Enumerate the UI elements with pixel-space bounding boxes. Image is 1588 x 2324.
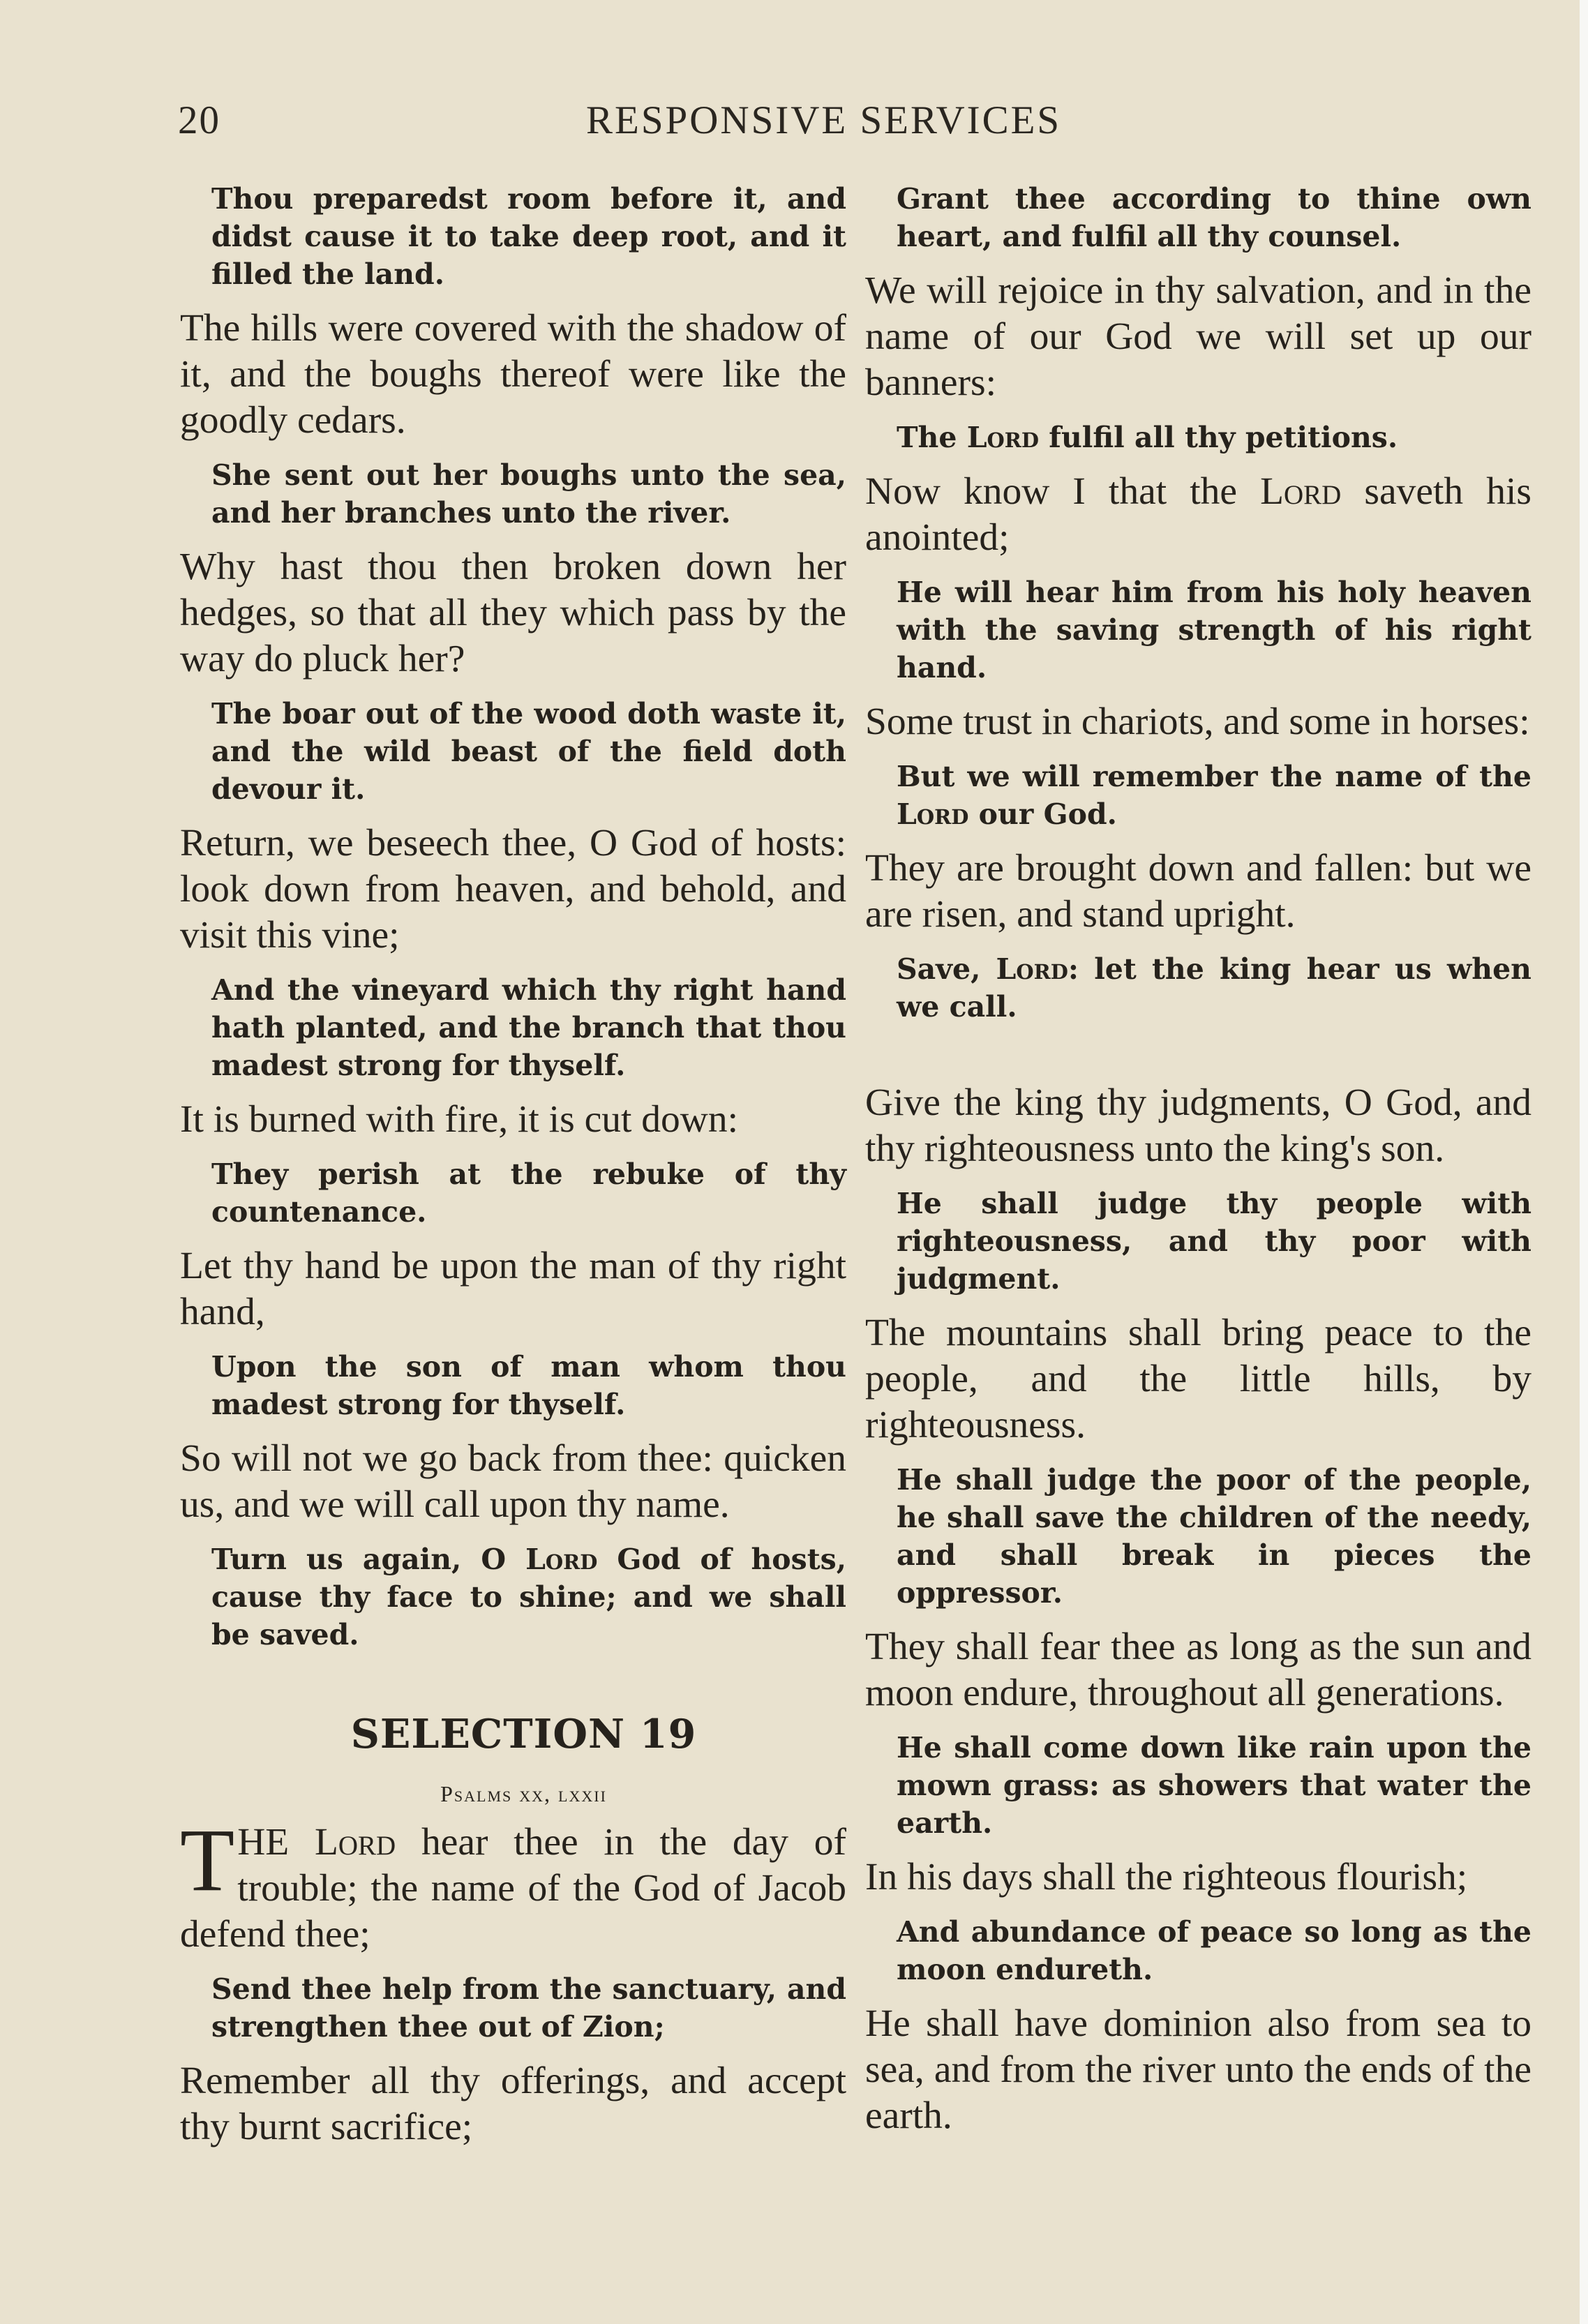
verse-text: HE bbox=[237, 1821, 315, 1864]
divine-name: Lord bbox=[1260, 470, 1342, 513]
response-verse: And abundance of peace so long as the moon endureth. bbox=[897, 1915, 1531, 1986]
divine-name: Lord bbox=[314, 1821, 396, 1864]
left-column bbox=[180, 180, 846, 2163]
verse-text: The bbox=[897, 421, 967, 454]
leader-verse: Remember all thy offerings, and accept thy burnt sacrifice; bbox=[180, 2060, 846, 2148]
response-verse bbox=[865, 758, 1531, 833]
response-verse bbox=[180, 1540, 846, 1654]
verse-text: our God. bbox=[968, 797, 1117, 831]
verse-text: God of hosts, cause thy face to shine; and we shall be saved. bbox=[211, 1543, 846, 1651]
page-header bbox=[0, 98, 1580, 153]
verse-text: hear thee in the day of trouble; the name of the God of Jacob defend thee; bbox=[180, 1821, 847, 1956]
selection-title: SELECTION 19 bbox=[350, 1711, 697, 1757]
leader-verse: So will not we go back from thee: quicken us, and we will call upon thy name. bbox=[180, 1437, 846, 1526]
leader-verse: Why hast thou then broken down her hedges, so that all they which pass by the way do pluck her? bbox=[180, 546, 846, 680]
verse-text: Save, bbox=[897, 952, 996, 986]
response-verse: Send thee help from the sanctuary, and strengthen thee out of Zion; bbox=[211, 1972, 846, 2044]
response-verse: Upon the son of man whom thou madest strong for thyself. bbox=[211, 1350, 846, 1421]
verse-text: : let the king hear us when we call. bbox=[897, 952, 1531, 1024]
drop-cap: T bbox=[180, 1811, 235, 1910]
leader-verse: It is burned with fire, it is cut down: bbox=[180, 1098, 739, 1141]
verse-text: saveth his anointed; bbox=[865, 470, 1531, 559]
divine-name: Lord bbox=[966, 421, 1040, 454]
leader-verse: The mountains shall bring peace to the people, and the little hills, by righteousness. bbox=[865, 1312, 1531, 1446]
leader-verse bbox=[180, 1811, 847, 1958]
response-verse: He shall judge thy people with righteousness, and thy poor with judgment. bbox=[897, 1187, 1531, 1296]
divine-name: Lord bbox=[897, 797, 969, 831]
response-verse: The boar out of the wood doth waste it, and the wild beast of the field doth devour it. bbox=[211, 697, 846, 806]
leader-verse bbox=[865, 469, 1531, 561]
page-edge bbox=[1580, 0, 1588, 2324]
leader-verse: Some trust in chariots, and some in horses: bbox=[865, 700, 1530, 743]
leader-verse: Let thy hand be upon the man of thy right hand, bbox=[180, 1245, 846, 1333]
response-verse: He shall judge the poor of the people, he shall save the children of the needy, and shall break in pieces the oppressor. bbox=[897, 1463, 1531, 1610]
right-column bbox=[865, 180, 1531, 2152]
leader-verse: Return, we beseech thee, O God of hosts: look down from heaven, and behold, and visit this vine; bbox=[180, 822, 846, 957]
response-verse: Grant thee according to thine own heart, and fulfil all thy counsel. bbox=[897, 182, 1531, 253]
leader-verse: They are brought down and fallen: but we are risen, and stand upright. bbox=[865, 847, 1531, 936]
leader-verse: The hills were covered with the shadow of it, and the boughs thereof were like the goodly cedars. bbox=[180, 307, 846, 442]
response-verse: They perish at the rebuke of thy countenance. bbox=[211, 1157, 846, 1229]
section-gap bbox=[865, 1038, 1531, 1080]
response-verse: He will hear him from his holy heaven with the saving strength of his right hand. bbox=[897, 576, 1531, 684]
response-verse: And the vineyard which thy right hand hath planted, and the branch that thou madest strong for thyself. bbox=[211, 973, 846, 1082]
response-verse: Thou preparedst room before it, and didst cause it to take deep root, and it filled the land. bbox=[211, 182, 846, 291]
selection-reference: Psalms xx, lxxii bbox=[440, 1781, 607, 1806]
verse-text: Now know I that the bbox=[865, 470, 1261, 513]
divine-name: Lord bbox=[525, 1543, 598, 1576]
running-title: RESPONSIVE SERVICES bbox=[586, 98, 1062, 142]
leader-verse: Give the king thy judgments, O God, and thy righteousness unto the king's son. bbox=[865, 1081, 1531, 1170]
divine-name: Lord bbox=[996, 952, 1068, 986]
response-verse bbox=[865, 419, 1531, 456]
response-verse: He shall come down like rain upon the mown grass: as showers that water the earth. bbox=[897, 1731, 1531, 1840]
leader-verse: They shall fear thee as long as the sun and moon endure, throughout all generations. bbox=[865, 1626, 1531, 1714]
leader-verse: He shall have dominion also from sea to sea, and from the river unto the ends of the earth. bbox=[865, 2002, 1531, 2137]
page-number: 20 bbox=[178, 98, 220, 142]
leader-verse: In his days shall the righteous flourish; bbox=[865, 1856, 1468, 1898]
verse-text: Turn us again, O bbox=[211, 1543, 526, 1576]
leader-verse: We will rejoice in thy salvation, and in the name of our God we will set up our banners: bbox=[865, 269, 1531, 404]
verse-text: But we will remember the name of the bbox=[897, 760, 1531, 793]
response-verse: She sent out her boughs unto the sea, and her branches unto the river. bbox=[211, 458, 846, 530]
response-verse bbox=[865, 950, 1531, 1026]
verse-text: fulfil all thy petitions. bbox=[1039, 421, 1398, 454]
